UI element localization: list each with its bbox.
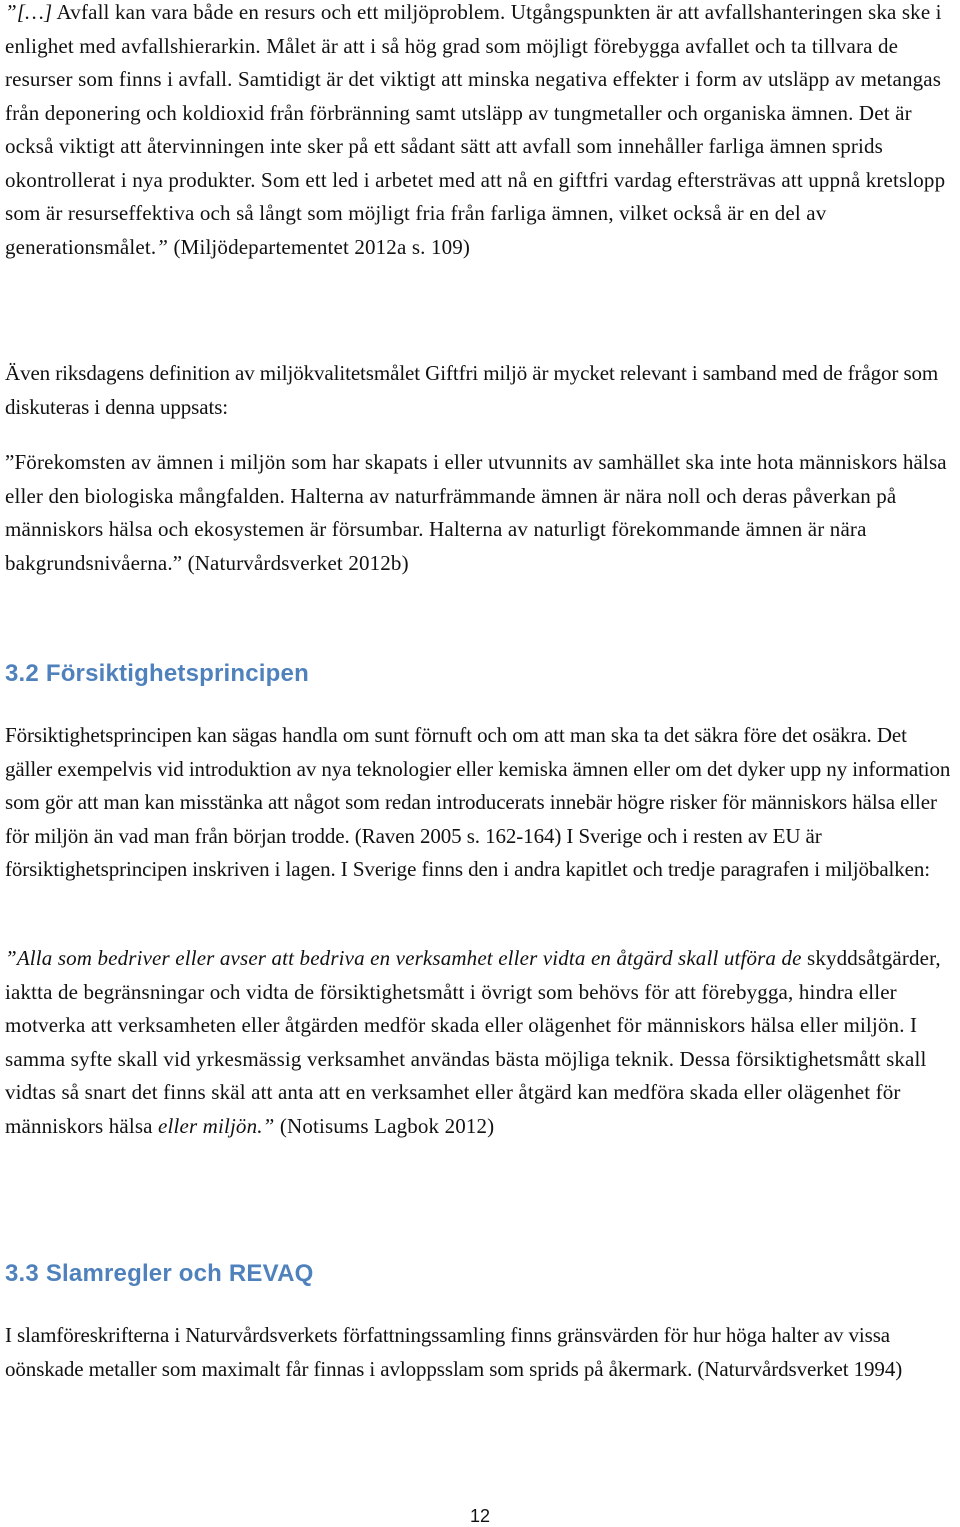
section-heading-3-3: 3.3 Slamregler och REVAQ — [5, 1260, 314, 1287]
quote-body: skyddsåtgärder, iaktta de begränsningar och vidta de försiktighetsmått i övrigt som behövs för att förebygga, hindra eller motverka att verksamheten eller åtgärden medför skada eller olägenhet för människors hälsa eller miljön. I samma syfte skall vid yrkesmässig verksamhet användas bästa möjliga teknik. Dessa försiktighetsmått skall vidtas så snart det finns skäl att anta att en verksamhet eller åtgärd kan medföra skada eller olägenhet för människors hälsa — [5, 946, 941, 1138]
ellipsis-marker: […] — [16, 0, 53, 24]
quote-block-giftfri-definition — [5, 446, 955, 580]
quote-text: ”Förekomsten av ämnen i miljön som har skapats i eller utvunnits av samhället ska inte hota människors hälsa eller den biologiska mångfalden. Halterna av naturfrämmande ämnen är nära noll och deras påverkan på människors hälsa och ekosystemen är försumbar. Halterna av naturligt förekommande ämnen är nära bakgrundsnivåerna.” — [5, 450, 947, 575]
body-paragraph-giftfri-miljo: Även riksdagens definition av miljökvalitetsmålet Giftfri miljö är mycket relevant i samband med de frågor som diskuteras i denna uppsats: — [5, 361, 939, 419]
quote-block-miljobalken — [5, 942, 955, 1143]
quote-italic-start: ”Alla som bedriver eller avser att bedriva en verksamhet eller vidta en åtgärd skall utföra de — [5, 946, 802, 970]
quote-italic-end: eller miljön.” — [158, 1113, 275, 1138]
quote-text: Avfall kan vara både en resurs och ett miljöproblem. Utgångspunkten är att avfallshanteringen ska ske i enlighet med avfallshierarkin. Målet är att i så hög grad som möjligt förebygga avfallet och ta tillvara de resurser som finns i avfall. Samtidigt är det viktigt att minska negativa effekter i form av utsläpp av metangas från deponering och koldioxid från förbränning samt utsläpp av tungmetaller och organiska ämnen. Det är också viktigt att återvinningen inte sker på ett sådant sätt att avfall som innehåller farliga ämnen sprids okontrollerat i nya produkter. Som ett led i arbetet med att nå en giftfri vardag eftersträvas att uppnå kretslopp som är resurseffektiva och så långt som möjligt fria från farliga ämnen, vilket också är en del av generationsmålet. — [5, 0, 946, 259]
quote-citation: (Naturvårdsverket 2012b) — [182, 550, 409, 575]
quote-citation: (Notisums Lagbok 2012) — [274, 1113, 495, 1138]
closing-quote-mark: ” — [156, 234, 169, 259]
quote-block-waste — [5, 0, 955, 264]
quote-citation: (Miljödepartementet 2012a s. 109) — [168, 234, 471, 259]
page-number: 12 — [469, 1506, 491, 1526]
body-paragraph-slamregler: I slamföreskrifterna i Naturvårdsverkets författningssamling finns gränsvärden för hur höga halter av vissa oönskade metaller som maximalt får finnas i avloppsslam som sprids på åkermark. (Naturvårdsverket 1994) — [5, 1323, 903, 1381]
body-paragraph-forsiktighet: Försiktighetsprincipen kan sägas handla om sunt förnuft och om att man ska ta det säkra före det osäkra. Det gäller exempelvis vid introduktion av nya teknologier eller kemiska ämnen eller om det dyker upp ny information som gör att man kan misstänka att något som redan introducerats innebär högre risker för människors hälsa eller för miljön än vad man från början trodde. (Raven 2005 s. 162-164) I Sverige och i resten av EU är försiktighetsprincipen inskriven i lagen. I Sverige finns den i andra kapitlet och tredje paragrafen i miljöbalken: — [5, 723, 951, 881]
section-heading-3-2: 3.2 Försiktighetsprincipen — [5, 660, 309, 687]
opening-quote-mark: ” — [5, 0, 17, 24]
